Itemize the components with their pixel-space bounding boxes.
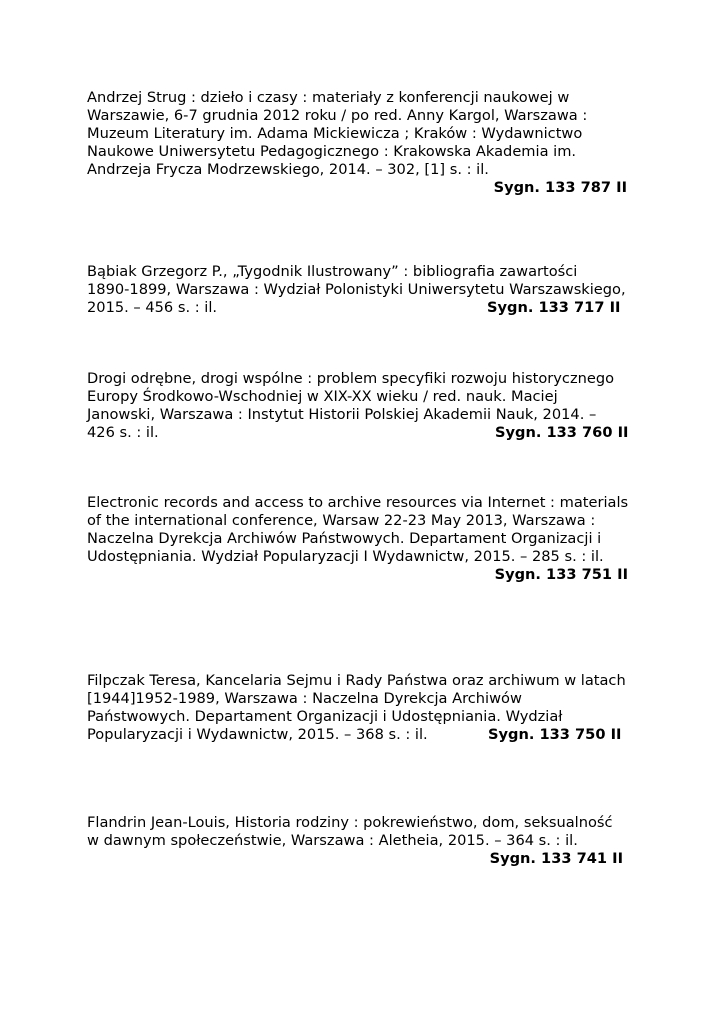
entry-line: Warszawie, 6-7 grudnia 2012 roku / po red. Anny Kargol, Warszawa : [87, 107, 588, 124]
call-number: Sygn. 133 751 II [494, 566, 628, 583]
entry-line: Andrzej Strug : dzieło i czasy : materiały z konferencji naukowej w [87, 89, 570, 106]
entry-line: Filpczak Teresa, Kancelaria Sejmu i Rady Państwa oraz archiwum w latach [87, 672, 626, 689]
entry-line: Drogi odrębne, drogi wspólne : problem specyfiki rozwoju historycznego [87, 370, 615, 387]
entry-last-row [87, 424, 647, 442]
entry-last-row [87, 299, 647, 317]
entry-last-row [87, 726, 647, 744]
entry-line: Popularyzacji i Wydawnictw, 2015. – 368 s. : il. [87, 726, 428, 743]
entry-line: Naczelna Dyrekcja Archiwów Państwowych. Departament Organizacji i [87, 530, 602, 547]
call-number: Sygn. 133 760 II [495, 424, 629, 441]
entry-line: [1944]1952-1989, Warszawa : Naczelna Dyrekcja Archiwów [87, 690, 522, 707]
catalog-entry [87, 814, 647, 868]
call-number: Sygn. 133 750 II [488, 726, 622, 743]
entry-line: Andrzeja Frycza Modrzewskiego, 2014. – 302, [1] s. : il. [87, 161, 489, 178]
catalog-entry [87, 263, 647, 317]
entry-line: of the international conference, Warsaw 22-23 May 2013, Warszawa : [87, 512, 596, 529]
entry-line: 2015. – 456 s. : il. [87, 299, 218, 316]
entry-line: Muzeum Literatury im. Adama Mickiewicza ; Kraków : Wydawnictwo [87, 125, 583, 142]
entry-line: Udostępniania. Wydział Popularyzacji I Wydawnictw, 2015. – 285 s. : il. [87, 548, 604, 565]
entry-line: Flandrin Jean-Louis, Historia rodziny : pokrewieństwo, dom, seksualność [87, 814, 613, 831]
entry-line: Naukowe Uniwersytetu Pedagogicznego : Krakowska Akademia im. [87, 143, 577, 160]
call-number: Sygn. 133 787 II [493, 179, 627, 196]
entry-line: Państwowych. Departament Organizacji i Udostępniania. Wydział [87, 708, 563, 725]
call-number: Sygn. 133 717 II [487, 299, 621, 316]
call-number: Sygn. 133 741 II [489, 850, 623, 867]
catalog-entry [87, 89, 647, 197]
entry-line: Janowski, Warszawa : Instytut Historii Polskiej Akademii Nauk, 2014. – [87, 406, 597, 423]
entry-line: 426 s. : il. [87, 424, 159, 441]
entry-line: 1890-1899, Warszawa : Wydział Polonistyki Uniwersytetu Warszawskiego, [87, 281, 626, 298]
entry-line: Bąbiak Grzegorz P., „Tygodnik Ilustrowany” : bibliografia zawartości [87, 263, 578, 280]
entry-line: Electronic records and access to archive resources via Internet : materials [87, 494, 629, 511]
catalog-entry [87, 672, 647, 744]
entry-line: Europy Środkowo-Wschodniej w XIX-XX wieku / red. nauk. Maciej [87, 388, 558, 405]
catalog-entry [87, 370, 647, 442]
catalog-entry [87, 494, 647, 584]
entry-line: w dawnym społeczeństwie, Warszawa : Aletheia, 2015. – 364 s. : il. [87, 832, 578, 849]
